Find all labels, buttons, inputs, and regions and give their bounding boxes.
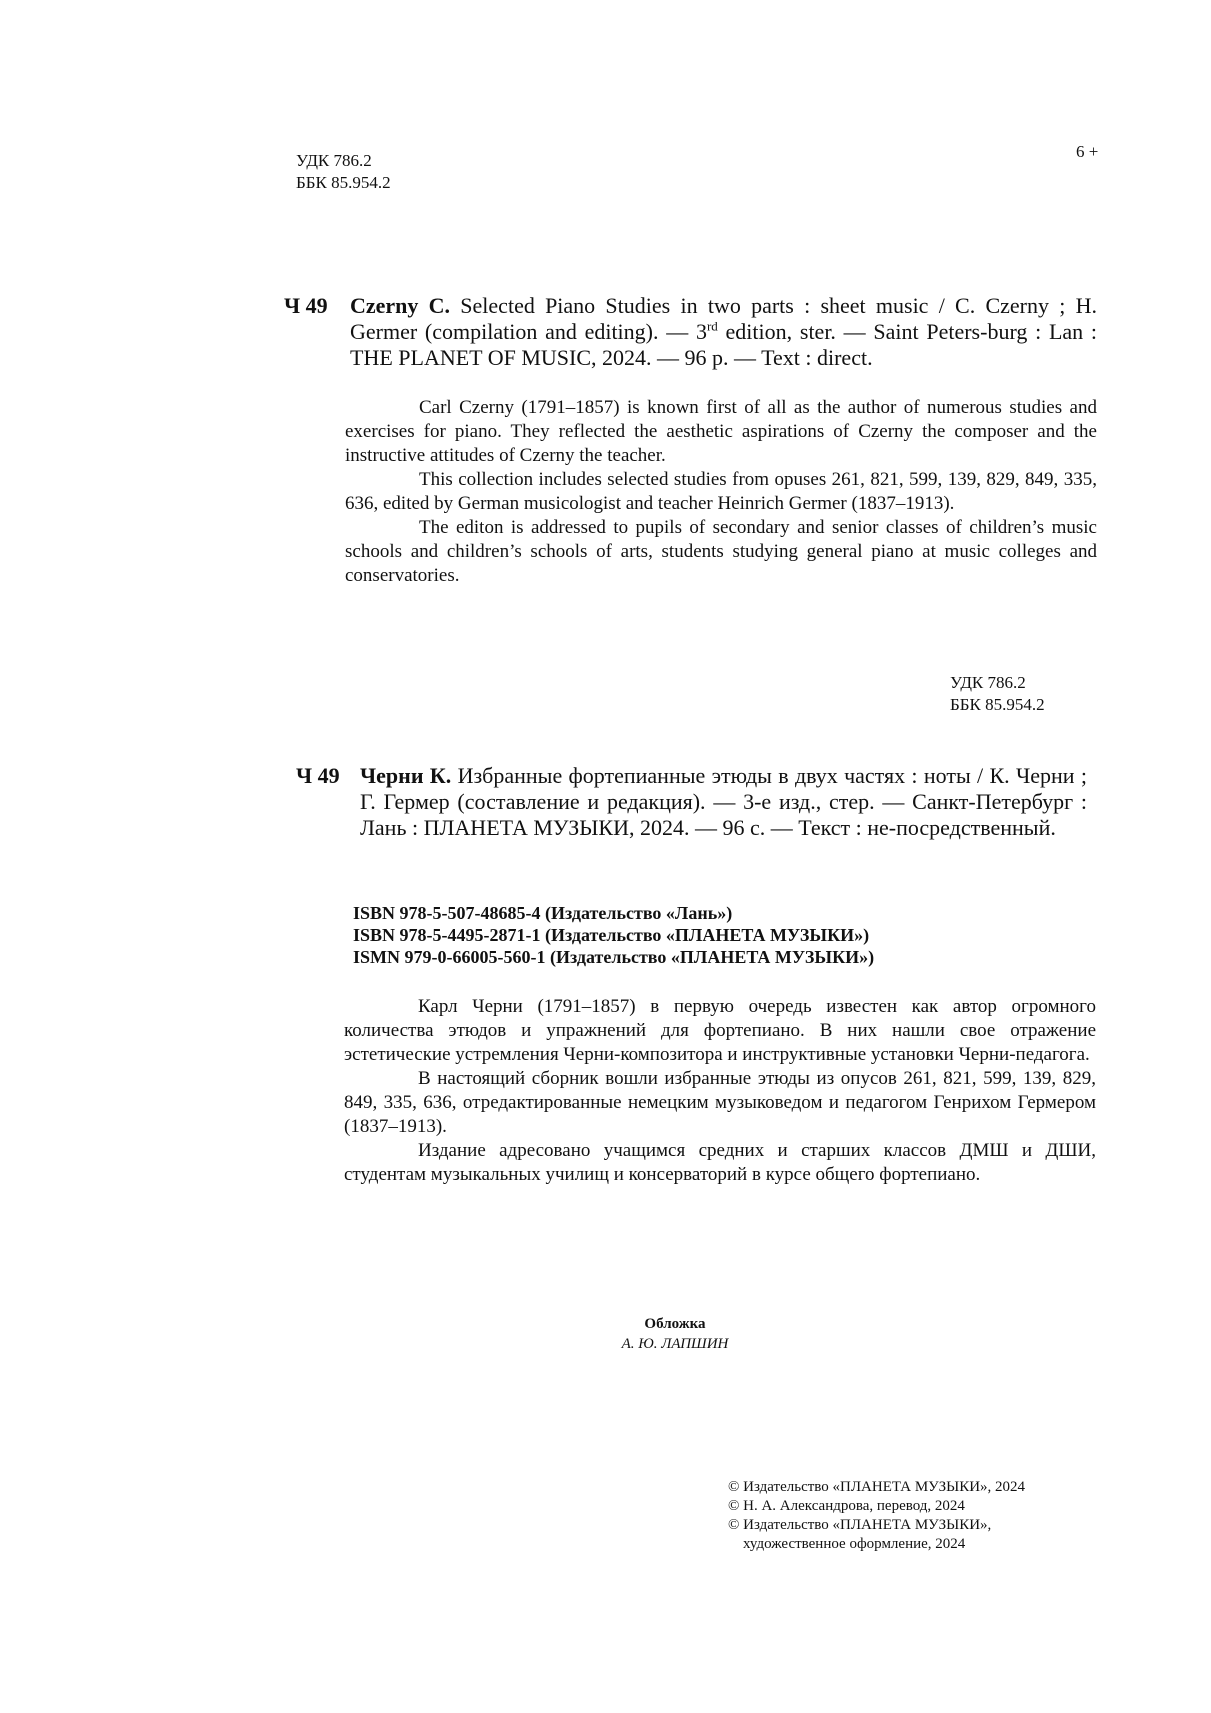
udk-code-ru: УДК 786.2: [950, 673, 1026, 692]
isbn-block: [353, 902, 874, 968]
ismn-planeta: ISMN 979-0-66005-560-1 (Издательство «ПЛАНЕТА МУЗЫКИ»): [353, 947, 875, 967]
russian-record-code: Ч 49: [296, 763, 340, 788]
english-record-text: [350, 293, 1097, 371]
english-paragraph-3: The editon is addressed to pupils of secondary and senior classes of children’s music schools and children’s schools of arts, students studying general piano at music colleges and conservatories.: [345, 517, 1097, 586]
cover-label: Обложка: [644, 1316, 706, 1332]
english-author: Czerny C.: [350, 293, 451, 318]
age-rating: 6 +: [1076, 142, 1099, 161]
english-paragraph-1: Carl Czerny (1791–1857) is known first of all as the author of numerous studies and exercises for piano. They reflected the aesthetic aspirations of Czerny the composer and the instructive attitudes of Czerny the teacher.: [345, 397, 1097, 466]
russian-record-heading: [296, 763, 1087, 841]
english-record-code: Ч 49: [284, 293, 328, 318]
top-classification: [296, 150, 391, 194]
russian-paragraph-1: Карл Черни (1791–1857) в первую очередь известен как автор огромного количества этюдов и упражнений для фортепиано. В них нашли свое отражение эстетические устремления Черни-композитора и инструктивные установки Черни-педагога.: [344, 996, 1096, 1065]
bbk-code-ru: ББК 85.954.2: [950, 695, 1045, 714]
cover-artist: А. Ю. ЛАПШИН: [621, 1336, 729, 1352]
udk-code: УДК 786.2: [296, 151, 372, 170]
russian-paragraph-2: В настоящий сборник вошли избранные этюды из опусов 261, 821, 599, 139, 829, 849, 335, 636, отредактированные немецким музыковедом и педагогом Генрихом Гермером (1837–1913).: [344, 1068, 1096, 1137]
english-paragraph-2: This collection includes selected studies from opuses 261, 821, 599, 139, 829, 849, 335, 636, edited by German musicologist and teacher Heinrich Germer (1837–1913).: [345, 469, 1097, 514]
mid-classification: [950, 672, 1045, 716]
copyright-block: [728, 1478, 1025, 1554]
bbk-code: ББК 85.954.2: [296, 173, 391, 192]
russian-desc: Избранные фортепианные этюды в двух частях : ноты / К. Черни ; Г. Гермер (составление и редакция). — 3-е изд., стер. — Санкт-Петербург : Лань : ПЛАНЕТА МУЗЫКИ, 2024. — 96 с. — Текст : не-посредственный.: [360, 763, 1087, 840]
copyright-line-1: © Издательство «ПЛАНЕТА МУЗЫКИ», 2024: [728, 1479, 1026, 1495]
english-desc-part1: Selected Piano Studies in two parts : sheet music / C. Czerny ; H. Germer (compilation and editing). — 3: [350, 293, 1097, 344]
isbn-lan: ISBN 978-5-507-48685-4 (Издательство «Лань»): [353, 903, 733, 923]
copyright-line-3: © Издательство «ПЛАНЕТА МУЗЫКИ»,: [728, 1517, 992, 1533]
english-record-heading: [284, 293, 1097, 371]
russian-paragraph-3: Издание адресовано учащимся средних и старших классов ДМШ и ДШИ, студентам музыкальных училищ и консерваторий в курсе общего фортепиано.: [344, 1140, 1096, 1185]
isbn-planeta: ISBN 978-5-4495-2871-1 (Издательство «ПЛАНЕТА МУЗЫКИ»): [353, 925, 870, 945]
russian-author: Черни К.: [360, 763, 452, 788]
russian-annotation: [344, 995, 1096, 1187]
copyright-line-2: © Н. А. Александрова, перевод, 2024: [728, 1498, 965, 1514]
copyright-line-4: художественное оформление, 2024: [743, 1536, 966, 1552]
english-desc-part2: edition, ster. — Saint Peters-burg : Lan : THE PLANET OF MUSIC, 2024. — 96 p. — Text : direct.: [350, 319, 1098, 370]
edition-superscript: rd: [706, 318, 718, 334]
cover-credit: [560, 1314, 790, 1354]
russian-record-text: [360, 763, 1087, 841]
english-annotation: [345, 396, 1097, 588]
